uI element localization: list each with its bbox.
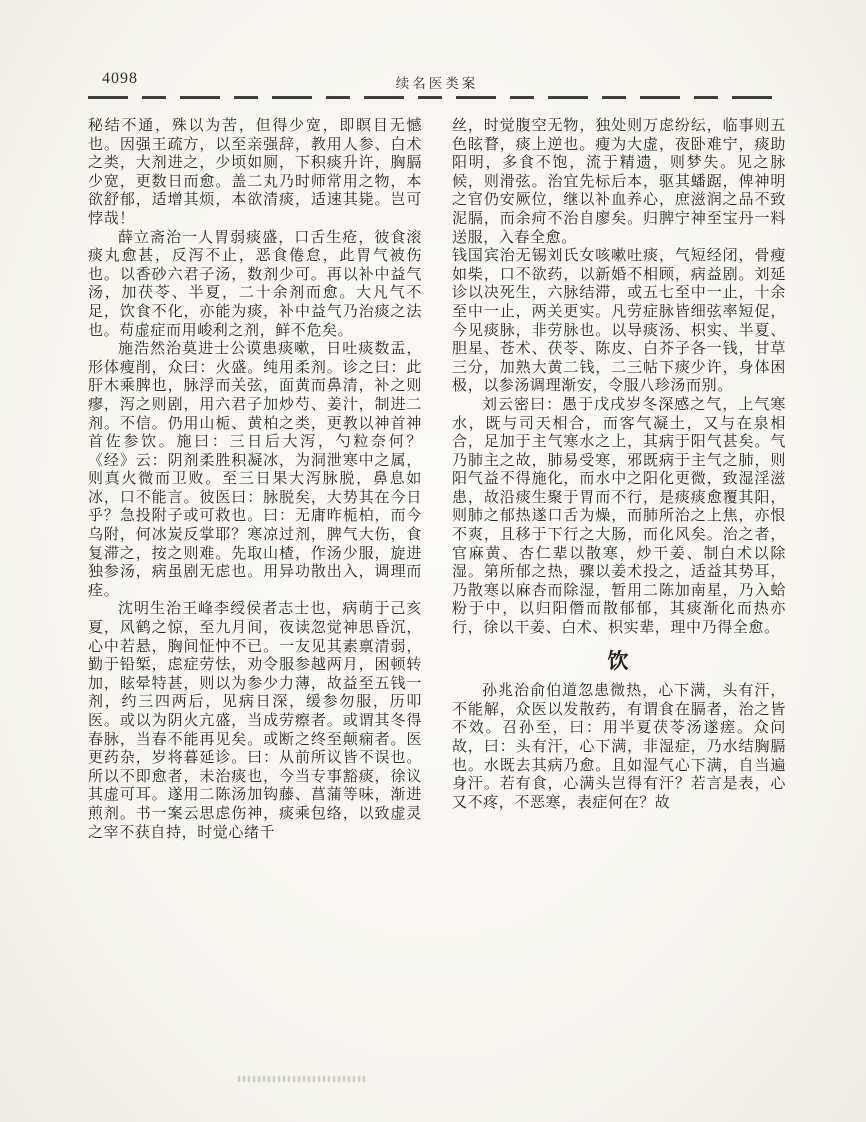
section-heading: 饮 bbox=[607, 648, 631, 673]
right-column bbox=[452, 117, 786, 842]
page-number: 4098 bbox=[102, 70, 138, 87]
body-paragraph: 钱国宾治无锡刘氏女咳嗽吐痰，气短经闭，骨瘦如柴，口不欲药，以新婚不相顾，病益剧。刘延诊以决死生，六脉结滞，或五七至中一止，十余至中一止，两关更实。凡劳症脉皆细弦率短促，今见痰脉，非劳脉也。以导痰汤、枳实、半夏、胆星、苍术、茯苓、陈皮、白芥子各一钱，甘草三分，加熟大黄二钱，二三帖下痰少许，身体困极，以参汤调理渐安，令服八珍汤而别。 bbox=[452, 248, 786, 395]
body-paragraph: 刘云密曰：愚于戊戌岁冬深感之气，上气寒水，既与司天相合，而客气凝土，又与在泉相合，足加于主气寒水之上，其病于阳气甚矣。气乃肺主之故，肺易受寒，邪既病于主气之肺，则阳气益不得施化，而水中之阳化更微，致湿淫滋患，故沿痰生聚于胃而不行，是痰痰愈覆其阳，则肺之郁热遂口舌为燥，而肺所治之上焦，亦恨不爽，且移于下行之大肠，而化风矣。治之者，官麻黄、杏仁辈以散寒，炒干姜、制白术以除湿。第所郁之热，骤以姜术投之，适益其势耳，乃散寒以麻杏而除湿，暂用二陈加南星，乃入蛤粉于中，以归阳僭而散郁郁，其痰渐化而热亦行，徐以干姜、白术、枳实辈，理中乃得全愈。 bbox=[452, 396, 786, 637]
book-title: 续名医类案 bbox=[395, 76, 479, 91]
page-header bbox=[88, 70, 786, 92]
body-paragraph: 孙兆治俞伯道忽患微热，心下满，头有汗，不能解，众医以发散药，有谓食在膈者，治之皆不效。召孙至，曰：用半夏茯苓汤遂瘥。众问故，曰：头有汗，心下满，非湿症，乃水结胸膈也。水既去其病乃愈。且如湿气心下满，自当遍身汗。若有食，心满头岂得有汗？若言是表，心又不疼，不恶寒，表症何在？故 bbox=[452, 683, 786, 811]
body-paragraph: 施浩然治莫进士公谟患痰嗽，日吐痰数盂，形体瘦削，众曰：火盛。纯用柔剂。诊之曰：此肝木乘脾也，脉浮而关弦，面黄而鼻清，补之则瘳，泻之则剧，用六君子加炒芍、姜汁，制进二剂。不信。仍用山栀、黄柏之类，更教以神首神首佐参饮。施曰：三日后大泻，勺粒奈何？《经》云：阴剂柔胜积凝冰，为洞泄寒中之属，则真火微而卫败。至三日果大泻脉脱，鼻息如冰，口不能言。彼医曰：脉脱矣，大势其在今日乎？急投附子或可救也。曰：无庸昨栀柏，而今乌附，何冰炭反掌耶？寒凉过剂，脾气大伤，食复滞之，按之则难。先取山楂，作汤少服，旋进独参汤，病虽剧无虑也。用异功散出入，调理而痊。 bbox=[88, 341, 422, 599]
body-paragraph: 秘结不通，殊以为苦，但得少宽，即瞑目无憾也。因强王疏方，以至亲强辞，教用人参、白术之类，大剂进之，少顷如厕，下积痰升许，胸膈少宽，更数日而愈。盖二丸乃时师常用之物，本欲舒郁，适增其烦，本欲清痰，适速其毙。岂可悖哉！ bbox=[88, 118, 422, 227]
left-column bbox=[88, 117, 422, 842]
body-paragraph: 薛立斋治一人胃弱痰盛，口舌生疮，彼食滚痰丸愈甚，反泻不止，恶食倦怠，此胃气被伤也。以香砂六君子汤，数剂少可。再以补中益气汤，加茯苓、半夏，二十余剂而愈。大凡气不足，饮食不化，亦能为痰，补中益气乃治痰之法也。苟虚症而用峻利之剂，鲜不危矣。 bbox=[88, 229, 422, 339]
print-marks bbox=[238, 1076, 368, 1082]
text-columns bbox=[88, 117, 786, 842]
body-paragraph: 沈明生治王峰李绶侯者志士也，病萌于己亥夏，风鹤之惊，至九月间，夜读忽觉神思昏沉，心中若悬，胸间怔忡不已。一友见其素禀清弱，勤于铅椠，虑症劳怯，劝令服参越两月，困顿转加，眩晕特甚，则以为参少力薄，故益至五钱一剂，约三四两后，见病日深，缓参勿服，历叩医。或以为阴火亢盛，当成劳瘵者。或谓其冬得春脉，当春不能再见矣。或断之终至颠痫者。医更药杂，岁将暮延诊。曰：从前所议皆不误也。所以不即愈者，未治痰也，今当专事豁痰，徐议其虚可耳。遂用二陈汤加钩藤、菖蒲等味，渐进煎剂。书一案云思虑伤神，痰乘包络，以致虚灵之宰不获自持，时觉心绪千 bbox=[88, 601, 422, 841]
header-rule bbox=[88, 96, 786, 99]
body-paragraph: 丝，时觉腹空无物，独处则万虑纷纭，临事则五色眩瞀，痰上逆也。瘦为大虚，夜卧难宁，痰助阳明，多食不饱，流于精遗，则梦失。见之脉候，则滑弦。治宜先标后本，驱其蟠踞，俾神明之官仍安厥位，继以补血养心，庶滋润之品不致泥膈，而余疴不治自廖矣。归脾宁神至宝丹一料送服，入春全愈。 bbox=[452, 118, 786, 246]
